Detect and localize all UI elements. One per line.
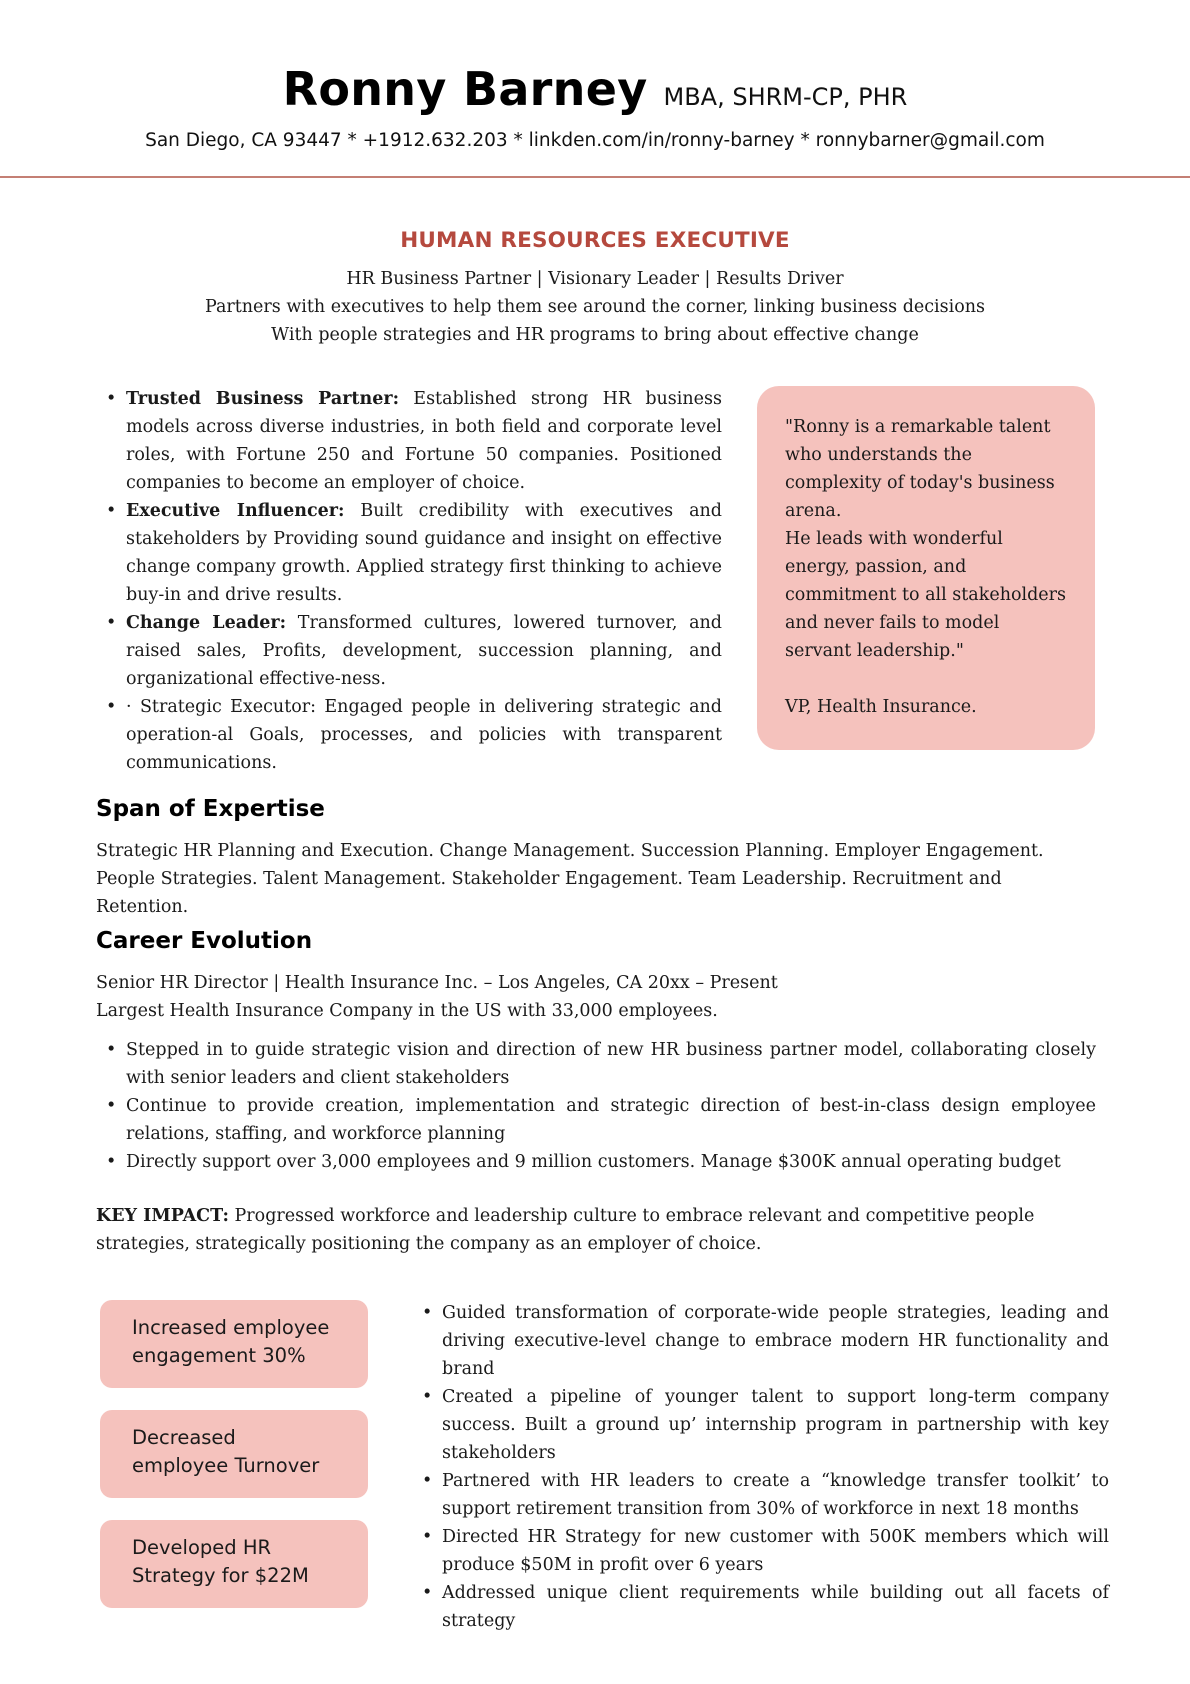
career-role [96, 969, 1096, 1025]
testimonial-quote-2: He leads with wonderful energy, passion, and commitment to all stakeholders and never fails to model servant leadership." [785, 529, 1067, 661]
testimonial-box [757, 386, 1095, 750]
list-item: • Addressed unique client requirements while building out all facets of strategy [422, 1583, 1109, 1631]
summary-block [0, 228, 1190, 349]
expertise-text [96, 837, 1096, 921]
highlight-text: · Strategic Executor: Engaged people in delivering strategic and operation-al Goals, processes, and policies with transparent communications. [126, 697, 722, 773]
name-line [0, 62, 1190, 116]
testimonial-quote-1: "Ronny is a remarkable talent who understands the complexity of today's business arena. [785, 417, 1055, 521]
tagline: HR Business Partner | Visionary Leader | Results Driver [346, 269, 844, 289]
list-item: • Change Leader: Transformed cultures, lowered turnover, and raised sales, Profits, development, succession planning, and organizational effective-ness. [106, 613, 722, 689]
stat-box: Developed HR Strategy for $22M [100, 1520, 368, 1608]
career-bullets [96, 1036, 1096, 1176]
impact-bullets [412, 1299, 1109, 1635]
highlight-text: Established strong HR business models across diverse industries, in both field and corporate level roles, with Fortune 250 and Fortune 50 companies. Positioned companies to become an employer of choice. [126, 389, 722, 493]
highlights-list [96, 385, 722, 777]
highlight-text: Transformed cultures, lowered turnover, and raised sales, Profits, development, succession planning, and organizational effective-ness. [126, 613, 722, 689]
credentials: MBA, SHRM-CP, PHR [663, 83, 908, 111]
testimonial-attribution: VP, Health Insurance. [785, 697, 977, 717]
list-item: • Directed HR Strategy for new customer with 500K members which will produce $50M in profit over 6 years [422, 1527, 1109, 1575]
list-item: • Stepped in to guide strategic vision and direction of new HR business partner model, collaborating closely with senior leaders and client stakeholders [106, 1040, 1096, 1088]
list-item: • Continue to provide creation, implementation and strategic direction of best-in-class design employee relations, staffing, and workforce planning [106, 1096, 1096, 1144]
highlight-label: Change Leader: [126, 613, 287, 633]
stat-box: Increased employee engagement 30% [100, 1300, 368, 1388]
section-heading-expertise: Span of Expertise [96, 796, 325, 822]
stat-box: Decreased employee Turnover [100, 1410, 368, 1498]
highlight-label: Trusted Business Partner: [126, 389, 400, 409]
contact-info: San Diego, CA 93447 * +1912.632.203 * linkden.com/in/ronny-barney * ronnybarner@gmail.com [145, 130, 1045, 151]
list-item: • · Strategic Executor: Engaged people in delivering strategic and operation-al Goals, processes, and policies with transparent communications. [106, 697, 722, 773]
candidate-name: Ronny Barney [282, 62, 648, 116]
list-item: • Trusted Business Partner: Established strong HR business models across diverse industries, in both field and corporate level roles, with Fortune 250 and Fortune 50 companies. Positioned companies to become an employer of choice. [106, 389, 722, 493]
expertise-line-2: People Strategies. Talent Management. Stakeholder Engagement. Team Leadership. Recruitment and Retention. [96, 869, 1002, 917]
professional-headline: HUMAN RESOURCES EXECUTIVE [400, 228, 790, 253]
key-impact-text: Progressed workforce and leadership culture to embrace relevant and competitive people strategies, strategically positioning the company as an employer of choice. [96, 1206, 1035, 1254]
key-impact [96, 1202, 1096, 1258]
list-item: • Directly support over 3,000 employees and 9 million customers. Manage $300K annual operating budget [106, 1152, 1061, 1172]
expertise-line-1: Strategic HR Planning and Execution. Change Management. Succession Planning. Employer Engagement. [96, 841, 1044, 861]
company-line: Largest Health Insurance Company in the US with 33,000 employees. [96, 1001, 718, 1021]
key-impact-label: KEY IMPACT: [96, 1206, 229, 1226]
header-divider [0, 176, 1190, 178]
section-heading-career: Career Evolution [96, 928, 313, 954]
resume-header [0, 62, 1190, 151]
list-item: • Created a pipeline of younger talent to support long-term company success. Built a ground up’ internship program in partnership with key stakeholders [422, 1387, 1109, 1463]
highlight-text: Built credibility with executives and stakeholders by Providing sound guidance and insight on effective change company growth. Applied strategy first thinking to achieve buy-in and drive results. [126, 501, 722, 605]
list-item: • Executive Influencer: Built credibility with executives and stakeholders by Providing sound guidance and insight on effective change company growth. Applied strategy first thinking to achieve buy-in and drive results. [106, 501, 722, 605]
role-line: Senior HR Director | Health Insurance Inc. – Los Angeles, CA 20xx – Present [96, 973, 778, 993]
highlight-label: Executive Influencer: [126, 501, 345, 521]
list-item: • Guided transformation of corporate-wide people strategies, leading and driving executive-level change to embrace modern HR functionality and brand [422, 1303, 1109, 1379]
list-item: • Partnered with HR leaders to create a “knowledge transfer toolkit’ to support retirement transition from 30% of workforce in next 18 months [422, 1471, 1109, 1519]
summary-line-2: With people strategies and HR programs to bring about effective change [271, 325, 919, 345]
summary-line-1: Partners with executives to help them see around the corner, linking business decisions [204, 297, 986, 317]
